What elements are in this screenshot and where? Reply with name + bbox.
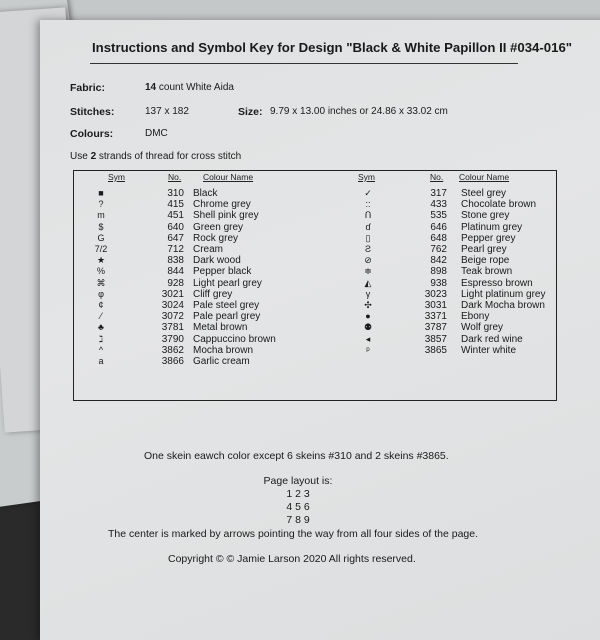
dmc-number: 712 [167, 244, 184, 255]
page-title: Instructions and Symbol Key for Design "Black & White Papillon II #034-016" [92, 40, 573, 55]
key-row-left [74, 356, 554, 367]
stitch-symbol-icon: ★ [96, 255, 106, 266]
dmc-number: 928 [167, 277, 184, 289]
dmc-number: 310 [167, 188, 184, 199]
stitch-symbol-icon: ♣ [98, 322, 104, 333]
dmc-number: 3781 [161, 322, 184, 334]
colour-name: Mocha brown [193, 344, 254, 356]
dmc-number: 3787 [424, 322, 447, 334]
strands-pre: Use [70, 151, 91, 162]
key-row-right [74, 199, 554, 210]
dmc-number: 3024 [161, 300, 184, 311]
stitch-symbol-icon: γ [365, 288, 371, 299]
colour-name: Pepper grey [461, 232, 516, 244]
colour-name: Light platinum grey [461, 288, 546, 300]
fabric-value [145, 82, 234, 93]
dmc-number: 535 [430, 210, 447, 222]
dmc-number: 762 [430, 244, 447, 255]
key-row-right [74, 266, 554, 277]
dmc-number: 433 [430, 199, 447, 211]
stitch-symbol-icon: :: [365, 199, 371, 210]
colour-name: Green grey [193, 221, 244, 233]
stitch-symbol-icon: Ո [364, 210, 372, 221]
colour-name: Pale steel grey [193, 300, 260, 311]
layout-row-3: 7 8 9 [286, 514, 310, 526]
stitch-symbol-icon: ɗ [365, 221, 371, 232]
colour-name: Cappuccino brown [193, 333, 276, 345]
colour-name: Cream [193, 244, 224, 255]
dmc-number: 3790 [161, 333, 184, 345]
stitch-symbol-icon: ᵖ [366, 344, 370, 355]
dmc-number: 647 [167, 232, 184, 244]
symbol-key-table [73, 170, 557, 401]
layout-row-1: 1 2 3 [286, 488, 310, 500]
skein-note: One skein eawch color except 6 skeins #310 and 2 skeins #3865. [144, 450, 449, 462]
colour-name: Platinum grey [461, 221, 523, 233]
colours-value: DMC [145, 128, 168, 139]
key-row-right [74, 345, 554, 356]
dmc-number: 3031 [424, 300, 447, 311]
colour-name: Pale pearl grey [193, 311, 261, 323]
dmc-number: 646 [430, 221, 447, 233]
strands-instruction [70, 151, 241, 162]
stitches-value: 137 x 182 [145, 106, 189, 117]
colour-name: Ebony [461, 311, 490, 323]
fabric-text: count White Aida [156, 82, 234, 93]
colour-name: Winter white [461, 344, 517, 356]
stitch-symbol-icon: ▯ [365, 232, 371, 243]
colour-name: Pearl grey [461, 244, 507, 255]
colour-name: Garlic cream [193, 356, 250, 367]
size-value: 9.79 x 13.00 inches or 24.86 x 33.02 cm [270, 106, 448, 117]
dmc-number: 415 [167, 199, 184, 211]
colour-name: Light pearl grey [193, 277, 262, 289]
dmc-number: 3865 [424, 344, 447, 356]
dmc-number: 3866 [161, 356, 184, 367]
stitch-symbol-icon: ⚉ [363, 322, 373, 333]
colour-name: Chocolate brown [461, 199, 537, 211]
header-no-left: No. [168, 172, 182, 182]
stitch-symbol-icon: ● [365, 311, 371, 322]
dmc-number: 317 [430, 188, 447, 199]
strands-count: 2 [90, 151, 97, 162]
stitches-label: Stitches: [70, 106, 115, 118]
colour-name: Shell pink grey [193, 210, 259, 222]
stitch-symbol-icon: ^ [98, 344, 104, 355]
dmc-number: 648 [430, 232, 447, 244]
dmc-number: 3862 [161, 344, 184, 356]
colour-name: Metal brown [193, 322, 248, 334]
dmc-number: 451 [167, 210, 184, 222]
key-row-right [74, 278, 554, 289]
colour-name: Rock grey [193, 232, 239, 244]
colour-name: Black [193, 188, 218, 199]
colour-name: Beige rope [461, 255, 510, 267]
header-sym-right: Sym [358, 172, 375, 182]
layout-heading: Page layout is: [263, 475, 333, 487]
layout-row-2: 4 5 6 [286, 501, 310, 513]
key-row-right [74, 188, 554, 199]
key-row-right [74, 244, 554, 255]
colour-name: Espresso brown [461, 277, 533, 289]
stitch-symbol-icon: ◭ [364, 277, 372, 288]
colour-name: Chrome grey [193, 199, 251, 211]
stitch-symbol-icon: ✓ [364, 188, 372, 198]
key-row-right [74, 210, 554, 221]
stitch-symbol-icon: % [96, 266, 105, 277]
key-row-right [74, 334, 554, 345]
dmc-number: 842 [430, 255, 447, 267]
key-row-right [74, 300, 554, 311]
dmc-number: 640 [167, 221, 184, 233]
fabric-count: 14 [145, 82, 157, 93]
dmc-number: 938 [430, 277, 447, 289]
colour-name: Wolf grey [461, 322, 504, 334]
stitch-symbol-icon: Ƨ [364, 244, 371, 254]
stitch-symbol-icon: ⁄ [100, 311, 102, 322]
stitch-symbol-icon: ■ [98, 188, 104, 198]
colour-name: Teak brown [461, 266, 513, 278]
key-row-right [74, 311, 554, 322]
colours-label: Colours: [70, 128, 114, 140]
colour-name: Dark red wine [461, 333, 523, 345]
header-name-left: Colour Name [203, 172, 254, 182]
dmc-number: 3023 [424, 288, 447, 300]
colour-name: Dark Mocha brown [461, 300, 545, 311]
dmc-number: 898 [430, 266, 447, 278]
stitch-symbol-icon: ≑ [364, 266, 372, 277]
strands-post: strands of thread for cross stitch [96, 151, 242, 162]
stitch-symbol-icon: 7/2 [94, 244, 108, 254]
stitch-symbol-icon: a [98, 356, 104, 366]
stitch-symbol-icon: $ [98, 221, 104, 232]
colour-name: Dark wood [193, 255, 241, 267]
header-name-right: Colour Name [459, 172, 510, 182]
key-row-right [74, 233, 554, 244]
dmc-number: 3072 [161, 311, 184, 323]
stitch-symbol-icon: ? [98, 199, 104, 210]
stitch-symbol-icon: G [97, 232, 105, 243]
colour-name: Stone grey [461, 210, 510, 222]
dmc-number: 3857 [424, 333, 447, 345]
key-row-right [74, 289, 554, 300]
colour-name: Cliff grey [193, 288, 233, 300]
dmc-number: 3021 [161, 288, 184, 300]
colour-name: Pepper black [193, 266, 252, 278]
header-no-right: No. [430, 172, 444, 182]
size-label: Size: [238, 106, 263, 118]
stitch-symbol-icon: ✣ [364, 300, 372, 310]
fabric-label: Fabric: [70, 82, 106, 94]
key-row-right [74, 255, 554, 266]
stitch-symbol-icon: ◂ [365, 333, 371, 344]
dmc-number: 3371 [424, 311, 447, 323]
key-row-right [74, 322, 554, 333]
stitch-symbol-icon: ¢ [98, 300, 104, 310]
center-note: The center is marked by arrows pointing the way from all four sides of the page. [108, 528, 479, 540]
stitch-symbol-icon: m [97, 210, 105, 221]
copyright: Copyright © © Jamie Larson 2020 All rights reserved. [168, 553, 416, 565]
dmc-number: 838 [167, 255, 184, 267]
stitch-symbol-icon: ⌘ [96, 277, 106, 288]
stitch-symbol-icon: ℷ [98, 333, 104, 344]
stitch-symbol-icon: φ [98, 288, 104, 299]
stitch-symbol-icon: ⊘ [364, 255, 372, 266]
key-row-right [74, 222, 554, 233]
instruction-page [40, 20, 600, 640]
dmc-number: 844 [167, 266, 184, 278]
colour-name: Steel grey [461, 188, 507, 199]
title-rule [90, 63, 518, 64]
header-sym-left: Sym [108, 172, 125, 182]
